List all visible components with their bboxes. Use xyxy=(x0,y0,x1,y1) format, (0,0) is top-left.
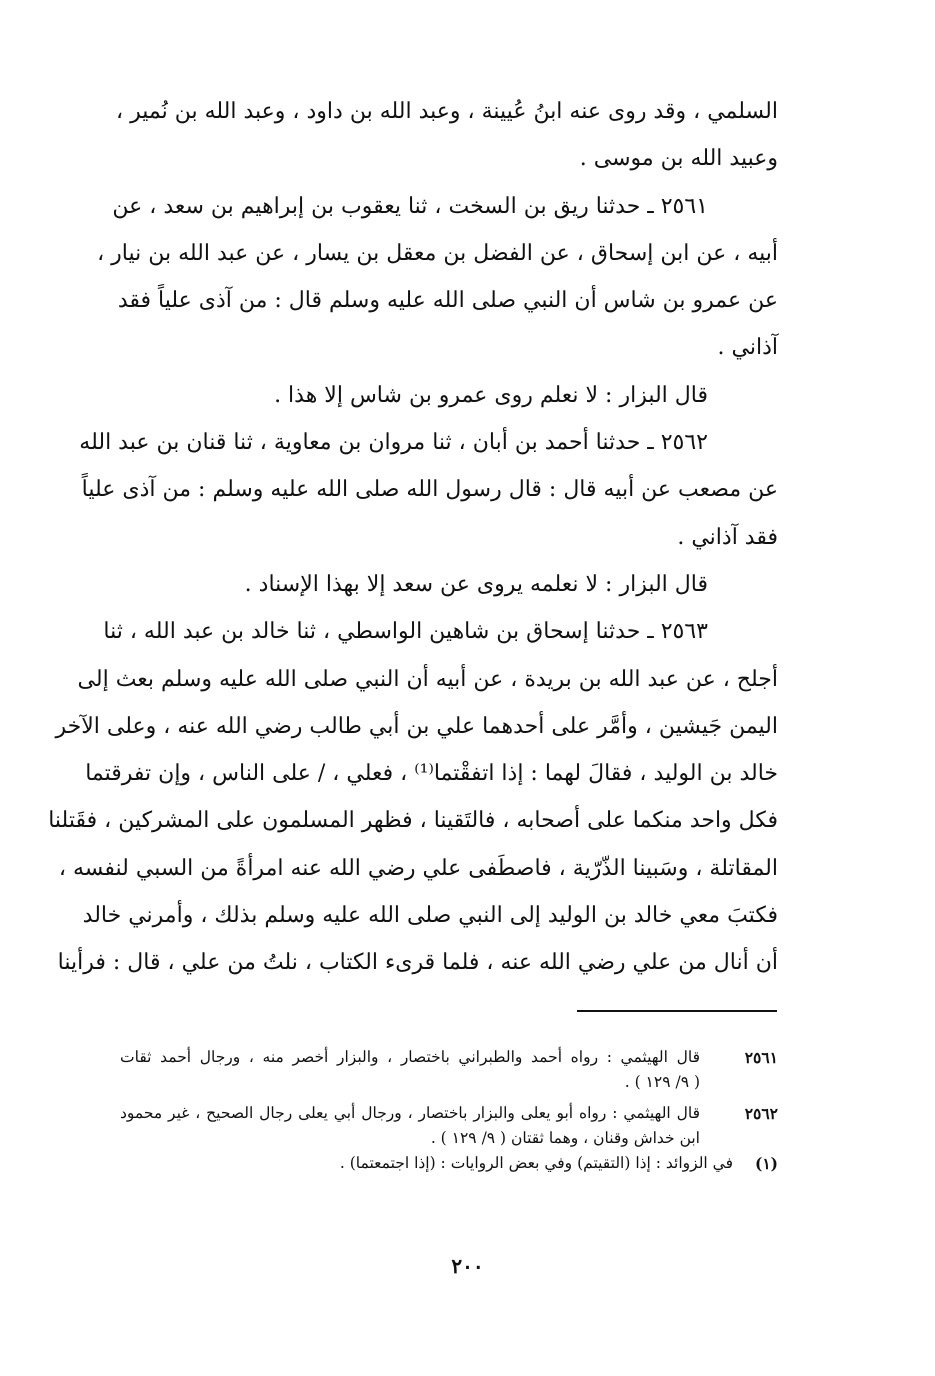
footnote-divider xyxy=(577,1010,777,1012)
text-line: فكتبَ معي خالد بن الوليد إلى النبي صلى الله عليه وسلم بذلك ، وأمرني خالد xyxy=(82,903,778,929)
footnote-text-line: ابن خداش وقنان ، وهما ثقتان ( ٩/ ١٢٩ ) . xyxy=(430,1129,700,1147)
bazzar-comment-line: قال البزار : لا نعلمه يروى عن سعد إلا بهذا الإسناد . xyxy=(244,571,708,597)
footnote-2561 xyxy=(120,1045,778,1095)
text-line: فقد آذاني . xyxy=(677,524,778,550)
text-line: خالد بن الوليد ، فقالَ لهما : إذا اتفقْتما⁽¹⁾ ، فعلي ، / على الناس ، وإن تفرقتما xyxy=(85,761,778,787)
text-line: أجلح ، عن عبد الله بن بريدة ، عن أبيه أن النبي صلى الله عليه وسلم بعث إلى xyxy=(77,666,778,692)
hadith-2561-heading-line: ٢٥٦١ ـ حدثنا ريق بن السخت ، ثنا يعقوب بن إبراهيم بن سعد ، عن xyxy=(112,193,708,219)
page-number: ٢٠٠ xyxy=(451,1254,484,1278)
footnote-number: ٢٥٦٢ xyxy=(744,1104,778,1123)
main-text xyxy=(48,88,778,987)
hadith-2563-heading-line: ٢٥٦٣ ـ حدثنا إسحاق بن شاهين الواسطي ، ثنا خالد بن عبد الله ، ثنا xyxy=(103,619,708,645)
footnote-number: ٢٥٦١ xyxy=(744,1048,778,1067)
footnote-text-line: قال الهيثمي : رواه أبو يعلى والبزار باختصار ، ورجال أبي يعلى رجال الصحيح ، غير محمود xyxy=(120,1104,700,1122)
text-line: اليمن جَيشين ، وأمَّر على أحدهما علي بن أبي طالب رضي الله عنه ، وعلى الآخر xyxy=(55,713,778,739)
footnote-2562 xyxy=(120,1101,778,1151)
footnote-text-line: ( ٩/ ١٢٩ ) . xyxy=(624,1073,700,1091)
footnote-number: (١) xyxy=(754,1154,778,1173)
text-line: المقاتلة ، وسَبينا الذّرّية ، فاصطَفى علي رضي الله عنه امرأةً من السبي لنفسه ، xyxy=(58,855,778,881)
bazzar-comment-line: قال البزار : لا نعلم روى عمرو بن شاس إلا هذا . xyxy=(274,382,708,408)
text-line: أن أنال من علي رضي الله عنه ، فلما قرىء الكتاب ، نلتُ من علي ، قال : فرأينا xyxy=(57,950,778,976)
hadith-2562-heading-line: ٢٥٦٢ ـ حدثنا أحمد بن أبان ، ثنا مروان بن معاوية ، ثنا قنان بن عبد الله xyxy=(79,430,708,456)
text-line: عن مصعب عن أبيه قال : قال رسول الله صلى الله عليه وسلم : من آذى علياً xyxy=(81,477,778,503)
text-line: وعبيد الله بن موسى . xyxy=(579,146,778,172)
text-line: أبيه ، عن ابن إسحاق ، عن الفضل بن معقل بن يسار ، عن عبد الله بن نيار ، xyxy=(97,240,778,266)
footnotes xyxy=(120,1045,778,1176)
footnote-text-line: قال الهيثمي : رواه أحمد والطبراني باختصار ، والبزار أخصر منه ، ورجال أحمد ثقات xyxy=(120,1048,700,1066)
text-line: عن عمرو بن شاس أن النبي صلى الله عليه وسلم قال : من آذى علياً فقد xyxy=(117,288,778,314)
text-line: آذاني . xyxy=(717,335,778,361)
footnote-1 xyxy=(120,1151,778,1176)
footnote-text-line: في الزوائد : إذا (التقيتم) وفي بعض الروايات : (إذا اجتمعتما) . xyxy=(339,1154,733,1172)
text-line: فكل واحد منكما على أصحابه ، فالتَقينا ، فظهر المسلمون على المشركين ، فقَتلنا xyxy=(48,808,778,834)
text-line: السلمي ، وقد روى عنه ابنُ عُيينة ، وعبد الله بن داود ، وعبد الله بن نُمير ، xyxy=(116,99,778,124)
